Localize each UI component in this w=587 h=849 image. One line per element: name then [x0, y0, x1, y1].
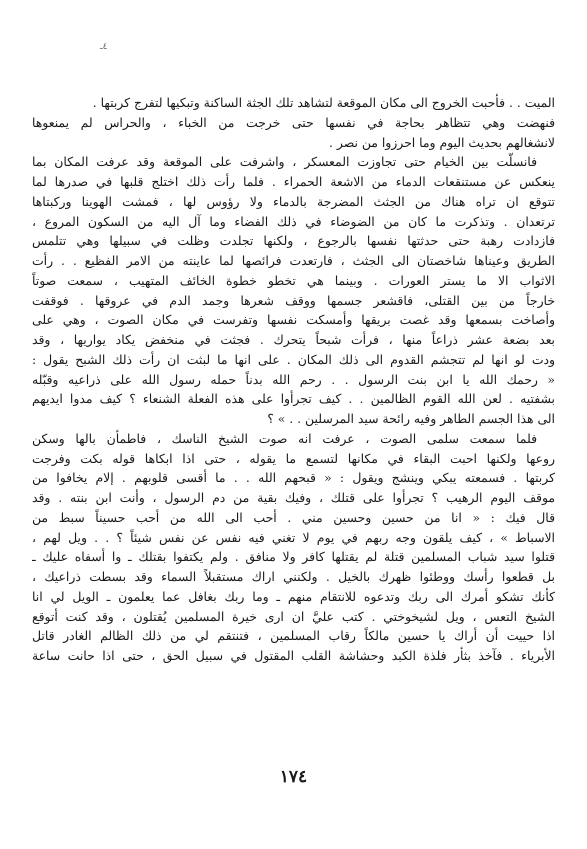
text-line: الى هذا الجسم الطاهر وفيه رائحة سيد المرسلين . . » ؟ [267, 411, 555, 426]
text-line: ينعكس عن مستنقعات الدماء من الاشعة الحمراء . فلما رأت ذلك اختلج قلبها في صدرها لما [32, 174, 555, 189]
corner-mark: ٤ـ [100, 42, 108, 52]
text-line: الأبرياء . فآخذ بثأر فلذة الكبد وحشاشة القلب المقتول في سبيل الحق ، حتى اذا حانت ساعة [32, 648, 555, 663]
text-line: فنهضت وهي تتظاهر بحاجة في نفسها حتى خرجت من الخباء ، والحراس لم يمنعوها [32, 114, 555, 130]
text-line: ترتعدان . وتذكرت ما كان من الضوضاء في ذلك الفضاء وما آل اليه من السكون المروع ، [32, 213, 555, 229]
text-line: كربتها . فسمعته يبكي وينشج ويقول : « قبحهم الله . . ما أقسى قلوبهم . إلام يخافوا من [32, 470, 555, 486]
text-line: تتوقع ان تراه هناك من الجثث المضرجة بالدماء ولا رؤوس لها ، فمشت الهوينا وركبتاها [32, 193, 555, 209]
text-line: « رحمك الله يا ابن بنت الرسول . . رحم الله بدناً حمله رسول الله على ذراعيه وقبّله [32, 371, 555, 387]
text-line: الشيخ التعس ، ويل لشيخوختي . كتب عليَّ ان ارى خيرة المسلمين يُقتلون ، وقد كنت أتوقع [32, 608, 555, 624]
text-line: موقف اليوم الرهيب ؟ تجرأوا على قتلك ، وفيك بقية من دم الرسول ، وأنت ابن بنته . وقد [32, 490, 555, 505]
text-line: بل قطعوا رأسك ووطئوا ظهرك بالخيل . ولكنني اراك مستقبلاً السماء وقد بسطت ذراعيك ، [32, 569, 555, 584]
text-line: قال فيك : « انا من حسين وحسين مني . أحب الى الله من أحب حسيناً سبط من [32, 509, 555, 525]
text-line: الميت . . فأحبت الخروج الى مكان الموقعة لتشاهد تلك الجثة الساكنة وتبكيها لتفرج كربتها . [92, 95, 555, 110]
text-line: اذا حييت أن أراك يا حسين مالكاً رقاب المسلمين ، فتنتقم لي من ذلك الظالم الغادر قاتل [32, 628, 555, 644]
text-line: وأصاخت بسمعها وقد غصت بريقها وأمسكت نفسها وتفرست في مكان الصوت ، وهي على [32, 312, 555, 328]
text-line: الاثواب الا ما يستر العورات . وبينما هي تخطو خطوة الخائف المتهيب ، سمعت صوتاً [32, 272, 555, 288]
text-line: فلما سمعت سلمى الصوت ، عرفت انه صوت الشيخ الناسك ، فاطمأن بالها وسكن [32, 430, 537, 446]
text-line: خارجاً من بين القتلى، فاقشعر جسمها ووقف شعرها وجمد الدم في عروقها . فوقفت [32, 292, 555, 308]
text-line: روعها ولكنها احبت البقاء في مكانها لتسمع ما يقوله ، حتى اذا ابكاها قوله بكت وفرجت [32, 450, 555, 466]
text-line: لانشغالهم بحديث اليوم وما احرزوا من نصر . [328, 134, 555, 150]
text-line: الطريق وعيناها شاخصتان الى الجثث ، فارتعدت فرائصها لما عاينته من الامر الفظيع . . رأت [32, 253, 555, 268]
text-line: ودت لو انها لم تتجشم القدوم الى ذلك المكان . على انها ما لبثت ان رأت ذلك الشبح يقول : [32, 351, 555, 367]
text-line: فازدادت رهبة حتى حدثتها نفسها بالرجوع ، ولكنها تجلدت وظلت في سبيلها وهي تتلمس [32, 233, 555, 249]
body-text [32, 93, 555, 666]
text-line: قتلوا سيد شباب المسلمين قتلة لم يقتلها كافر ولا منافق . ولم يكتفوا بقتلك ـ وا أسفاه عليك ـ [32, 549, 555, 565]
page-number: ١٧٤ [279, 767, 308, 787]
text-line: الاسباط » ، كيف يلقون وجه ربهم في يوم لا تغني فيه نفس عن نفس شيئاً ؟ . . ويل لهم ، [32, 529, 555, 545]
text-line: كأنك تشكو أمرك الى ربك وتدعوه للانتقام منهم ـ وما ربك بغافل عما يعلمون ـ الويل لي انا [32, 588, 555, 604]
text-line: فانسلّت بين الخيام حتى تجاوزت المعسكر ، واشرفت على الموقعة وقد عرفت المكان بما [32, 154, 537, 170]
text-line: بعد بضعة عشر ذراعاً منها ، فرأت شبحاً يتحرك . فجثت في منخفض يكاد يواريها ، وقد [32, 332, 555, 347]
text-line: بشفتيه . لعن الله القوم الظالمين . . كيف تجرأوا على هذه الفعلة الشنعاء ؟ كيف مدوا ايديهم [32, 391, 555, 407]
